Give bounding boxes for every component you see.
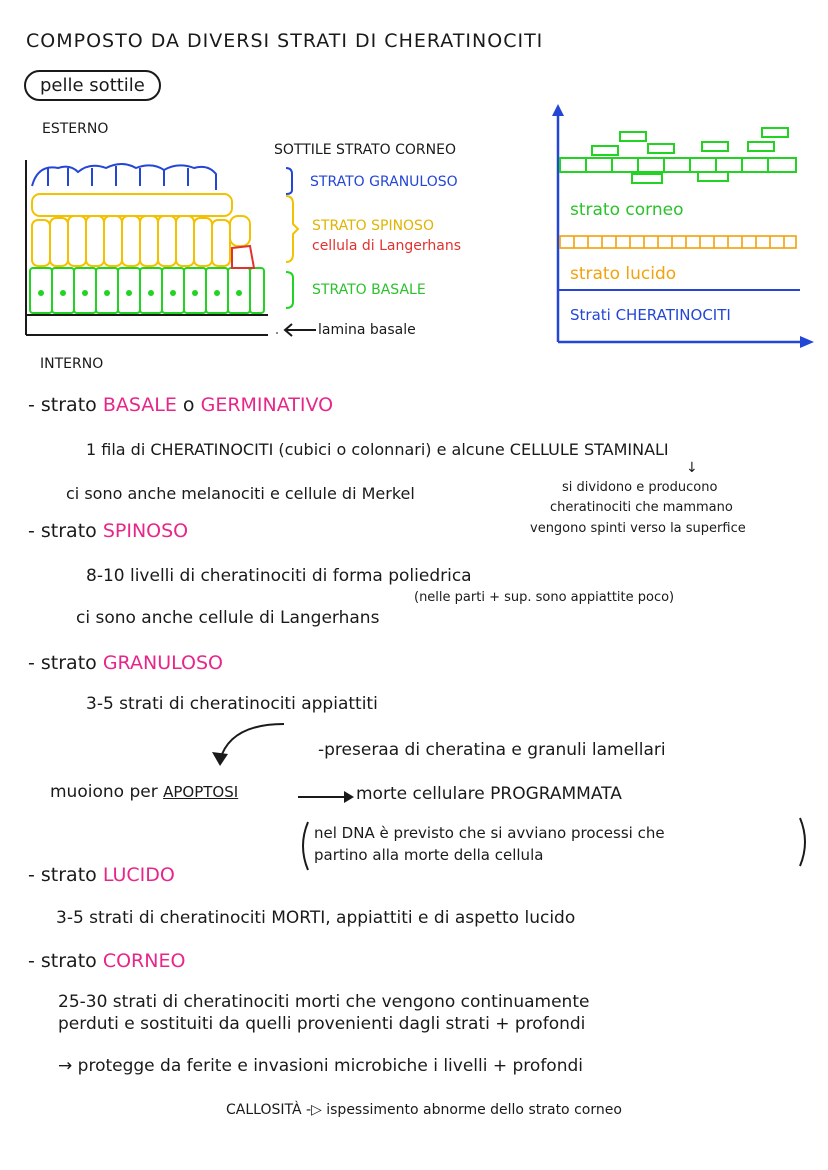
granuloso-line2: -preseraa di cheratina e granuli lamellari bbox=[318, 740, 666, 760]
corneo-line1: 25-30 strati di cheratinociti morti che vengono continuamente bbox=[58, 992, 590, 1012]
basale-line1: 1 fila di CHERATINOCITI (cubici o colonnari) e alcune CELLULE STAMINALI bbox=[86, 440, 669, 459]
bracket-granuloso bbox=[284, 166, 298, 196]
spinoso-name: SPINOSO bbox=[102, 520, 189, 542]
basale-arrow: ↓ bbox=[686, 460, 698, 476]
skin-layers-diagram bbox=[18, 150, 278, 345]
heading-basale: - strato BASALE o GERMINATIVO bbox=[28, 394, 334, 416]
granuloso-line3c: morte cellulare PROGRAMMATA bbox=[356, 784, 622, 804]
sottile-corneo-label: SOTTILE STRATO CORNEO bbox=[274, 142, 456, 158]
paren-left bbox=[296, 820, 312, 872]
lamina-label: lamina basale bbox=[318, 322, 416, 338]
strato-lucido-label: strato lucido bbox=[570, 264, 677, 284]
spinoso-line2: ci sono anche cellule di Langerhans bbox=[76, 608, 380, 628]
apoptosi: APOPTOSI bbox=[163, 783, 239, 801]
granuloso-paren1: nel DNA è previsto che si avviano processi che bbox=[314, 824, 665, 842]
corneo-line3: protegge da ferite e invasioni microbiche i livelli + profondi bbox=[77, 1056, 583, 1076]
strato-corneo-label: strato corneo bbox=[570, 200, 684, 220]
basale-note1: si dividono e producono bbox=[562, 480, 718, 495]
bracket-basale bbox=[284, 270, 300, 310]
langerhans-cell bbox=[232, 246, 254, 268]
arrow-right-icon: → bbox=[58, 1056, 73, 1076]
page-title: COMPOSTO DA DIVERSI STRATI DI CHERATINOCITI bbox=[26, 30, 544, 52]
heading-granuloso: - strato GRANULOSO bbox=[28, 652, 223, 674]
granuloso-line3: muoiono per APOPTOSI bbox=[50, 782, 239, 802]
langerhans-label: cellula di Langerhans bbox=[312, 238, 461, 254]
granuloso-label: STRATO GRANULOSO bbox=[310, 174, 458, 190]
basal-cells bbox=[30, 268, 264, 313]
basale-label: STRATO BASALE bbox=[312, 282, 426, 298]
bracket-spinoso bbox=[284, 194, 300, 264]
germinativo-name: GERMINATIVO bbox=[200, 394, 334, 416]
esterno-label: ESTERNO bbox=[42, 121, 109, 137]
paren-right bbox=[796, 816, 812, 868]
heading-corneo: - strato CORNEO bbox=[28, 950, 186, 972]
strati-cheratinociti-label: Strati CHERATINOCITI bbox=[570, 306, 731, 324]
granuloso-name: GRANULOSO bbox=[102, 652, 223, 674]
corneo-line2: perduti e sostituiti da quelli provenienti dagli strati + profondi bbox=[58, 1014, 586, 1034]
spinoso-line1: 8-10 livelli di cheratinociti di forma poliedrica bbox=[86, 566, 472, 586]
heading-lucido: - strato LUCIDO bbox=[28, 864, 175, 886]
basale-name: BASALE bbox=[102, 394, 177, 416]
spinoso-note: (nelle parti + sup. sono appiattite poco) bbox=[414, 590, 675, 605]
lucido-line1: 3-5 strati di cheratinociti MORTI, appiattiti e di aspetto lucido bbox=[56, 908, 576, 928]
granuloso-line1: 3-5 strati di cheratinociti appiattiti bbox=[86, 694, 378, 714]
corneo-line4: CALLOSITÀ -▷ ispessimento abnorme dello strato corneo bbox=[226, 1102, 622, 1118]
heading-spinoso: - strato SPINOSO bbox=[28, 520, 189, 542]
spinous-cells bbox=[32, 194, 250, 266]
basale-line2: ci sono anche melanociti e cellule di Merkel bbox=[66, 484, 415, 503]
corneo-name: CORNEO bbox=[102, 950, 186, 972]
granuloso-paren2: partino alla morte della cellula bbox=[314, 846, 544, 864]
curved-arrow bbox=[200, 720, 290, 770]
apoptosi-arrow bbox=[296, 788, 356, 806]
corneo-line3-wrap bbox=[58, 1056, 583, 1076]
lamina-arrow bbox=[282, 322, 318, 338]
interno-label: INTERNO bbox=[40, 356, 104, 372]
spinoso-label: STRATO SPINOSO bbox=[312, 218, 434, 234]
basale-note2: cheratinociti che mammano bbox=[550, 500, 733, 515]
lucido-name: LUCIDO bbox=[102, 864, 175, 886]
granular-cells bbox=[32, 164, 216, 190]
basale-note3: vengono spinti verso la superfice bbox=[530, 521, 746, 536]
pill-label: pelle sottile bbox=[24, 70, 161, 101]
